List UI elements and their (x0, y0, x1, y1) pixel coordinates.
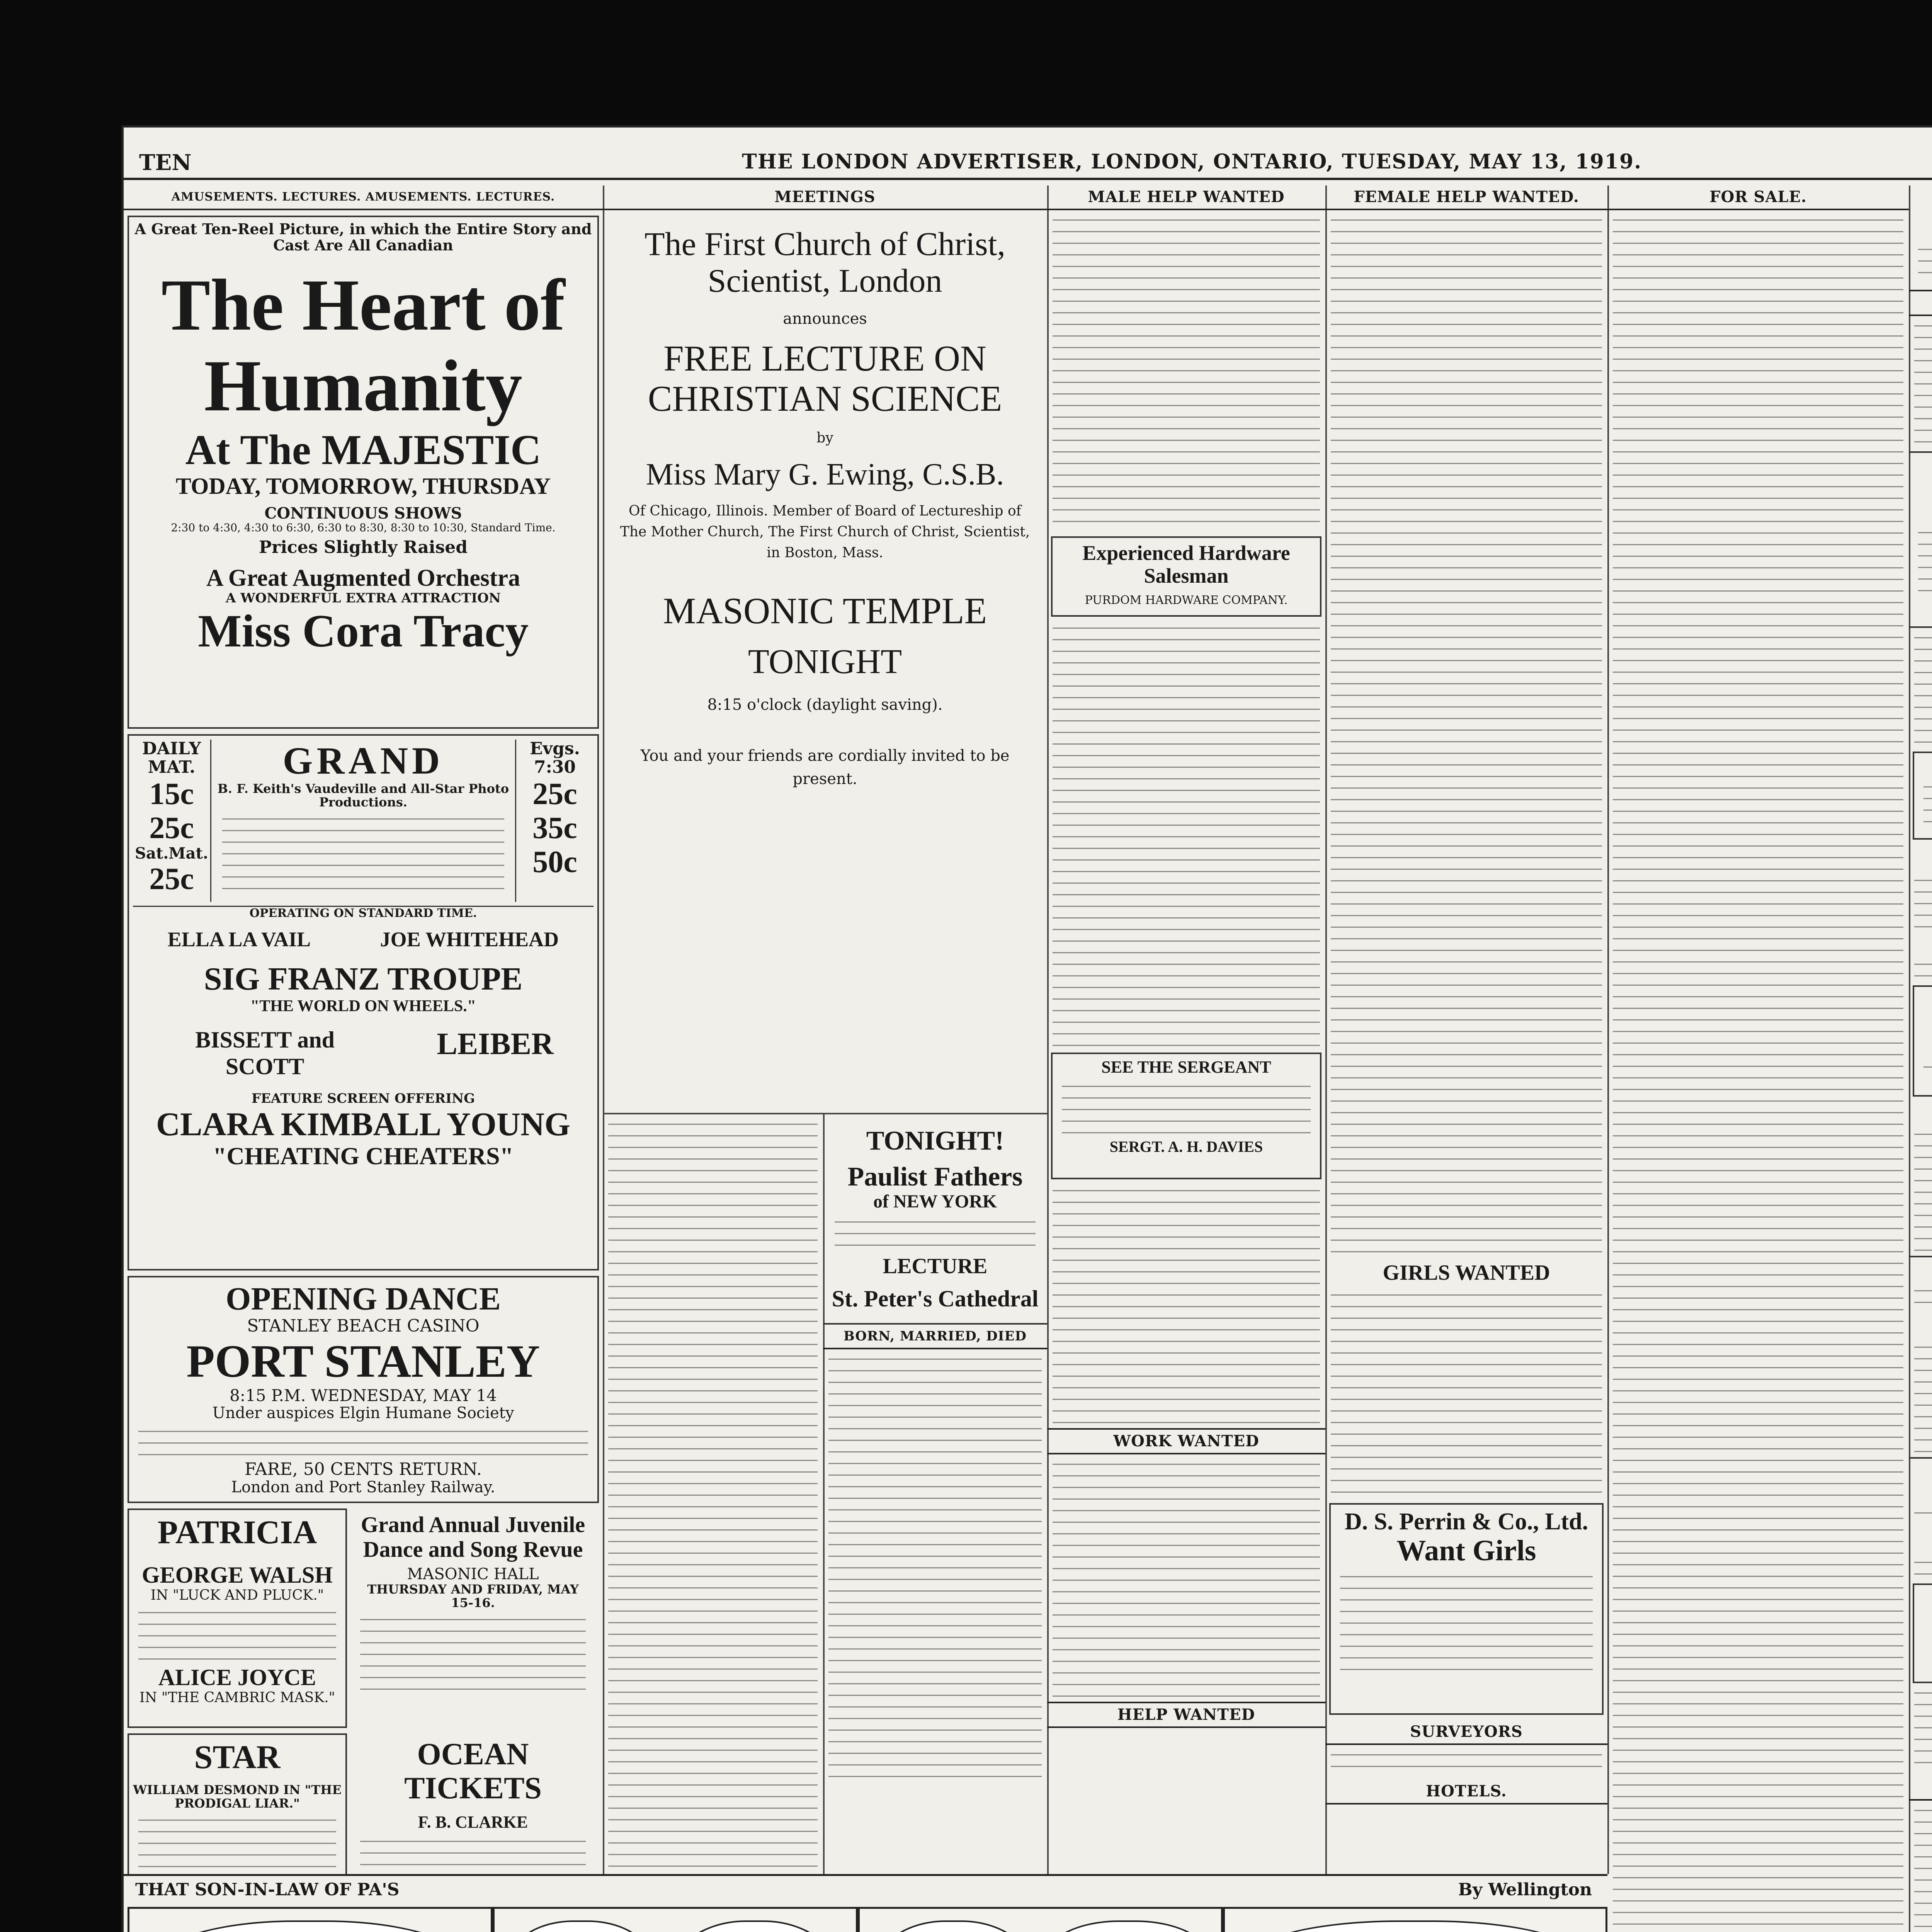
redbird-text (1918, 243, 1932, 282)
redbird-title (1913, 203, 1932, 240)
piano-price (1913, 485, 1932, 523)
date: 8:15 P.M. WEDNESDAY, MAY 14 (230, 1386, 497, 1405)
meetings-column (603, 185, 1049, 1113)
section-heading: HOTELS. (1325, 1780, 1607, 1804)
paulist-ad (823, 1114, 1047, 1325)
ocean-title: OCEAN TICKETS (404, 1737, 542, 1805)
program-text (138, 1814, 336, 1874)
prices: Prices Slightly Raised (259, 537, 468, 558)
stove-text (1923, 1061, 1932, 1077)
column-heading (1909, 290, 1932, 316)
price: 50c (532, 845, 577, 879)
program-text (138, 1607, 336, 1661)
spar-text (1914, 874, 1932, 929)
headline-act: SIG FRANZ TROUPE (204, 961, 523, 997)
hardware-title: Experienced Hardware Salesman (1082, 541, 1290, 588)
keene (1909, 1526, 1932, 1553)
when: TONIGHT (748, 643, 902, 681)
theatre-name: PATRICIA (157, 1514, 317, 1551)
ad-intro: A Great Ten-Reel Picture, in which the Entire Story and Cast Are All Canadian (134, 220, 592, 254)
revue-title: Grand Annual Juvenile Dance and Song Revue (361, 1512, 585, 1562)
drapery-text (1914, 1507, 1932, 1522)
classifieds (1914, 1687, 1932, 1772)
film-star: ALICE JOYCE (158, 1665, 316, 1690)
star-theatre-ad (128, 1733, 347, 1874)
domes-text (1923, 781, 1932, 827)
wood-price (1918, 1623, 1932, 1645)
section-heading: HELP WANTED (1047, 1702, 1325, 1728)
auspices: Under auspices Elgin Humane Society (212, 1404, 514, 1422)
piano-text (1918, 527, 1932, 596)
daily-matinee: DAILY MAT. (142, 739, 201, 777)
speaker: Miss Mary G. Ewing, C.S.B. (646, 457, 1004, 492)
column-heading: AMUSEMENTS. LECTURES. AMUSEMENTS. LECTURES. (124, 185, 603, 210)
tonight: TONIGHT! (866, 1126, 1004, 1156)
location: PORT STANLEY (186, 1335, 540, 1387)
saturday-matinee: Sat.Mat. (135, 844, 208, 862)
sergeant-heading: SEE THE SERGEANT (1101, 1058, 1271, 1077)
comic-panel-1 (128, 1907, 493, 1932)
hardware-ad (1051, 536, 1321, 617)
specialists (835, 1216, 1036, 1251)
speaker-info: Of Chicago, Illinois. Member of Board of Lectureship of The Mother Church, The First Church of Christ, Scientist, in Boston, Mass. (620, 503, 1030, 561)
cathedral: St. Peter's Cathedral (832, 1286, 1039, 1312)
column-heading: MALE HELP WANTED (1047, 185, 1325, 210)
standard-time: OPERATING ON STANDARD TIME. (133, 906, 594, 920)
column-heading: FEMALE HELP WANTED. (1325, 185, 1607, 210)
perrin-wanted: Want Girls (1396, 1534, 1536, 1567)
section-heading: WORK WANTED (1047, 1428, 1325, 1454)
amusements-column (124, 185, 604, 1874)
time: 8:15 o'clock (daylight saving). (707, 696, 943, 714)
church-name: The First Church of Christ, Scientist, London (645, 225, 1005, 299)
perrin-text (1340, 1571, 1593, 1671)
new-york: of NEW YORK (873, 1191, 997, 1212)
venue: At The MAJESTIC (185, 426, 541, 473)
price: 15c (149, 777, 194, 811)
lumber-ad (1909, 1100, 1932, 1252)
masthead (124, 143, 1932, 180)
price: 25c (149, 811, 194, 845)
page-number: TEN (139, 150, 192, 175)
stove-price (1918, 1013, 1932, 1037)
plumbing-ad (1909, 1256, 1932, 1454)
murray (1918, 1037, 1932, 1057)
classifieds (1914, 1804, 1932, 1932)
patricia-ad (128, 1509, 347, 1728)
casino: STANLEY BEACH CASINO (247, 1316, 480, 1336)
piano-dealer (1913, 600, 1932, 622)
invitation: You and your friends are cordially invited to be present. (640, 747, 1010, 788)
man-smoking-illustration (129, 1909, 491, 1932)
orchestra: A Great Augmented Orchestra (206, 565, 520, 591)
masthead-title: THE LONDON ADVERTISER, LONDON, ONTARIO, TUESDAY, MAY 13, 1919. (742, 150, 1642, 173)
by: by (816, 430, 833, 446)
lecture: LECTURE (883, 1254, 988, 1278)
lecture-notice (603, 210, 1047, 806)
female-help-column (1325, 185, 1609, 1874)
price: 25c (149, 862, 194, 896)
piano-title (1913, 457, 1932, 485)
lumber-text (1914, 1128, 1932, 1252)
grand-theatre-ad (128, 734, 599, 1270)
price: 25c (532, 777, 577, 811)
royal (1909, 932, 1932, 954)
stove-title (1918, 991, 1932, 1013)
sergeant-name: SERGT. A. H. DAVIES (1109, 1138, 1263, 1156)
act-subtitle: "THE WORLD ON WHEELS." (250, 997, 476, 1015)
plumbing-title (1909, 1257, 1932, 1281)
show-days: TODAY, TOMORROW, THURSDAY (175, 473, 551, 499)
majestic-ad (128, 216, 599, 729)
venue: MASONIC TEMPLE (663, 590, 987, 631)
sergeant-ad (1051, 1053, 1321, 1179)
redbird-ad (1909, 185, 1932, 290)
film-title: IN "THE CAMBRIC MASK." (139, 1690, 335, 1706)
drapery-title (1909, 1459, 1932, 1503)
perrin-ad (1329, 1503, 1604, 1715)
column-heading: MEETINGS (603, 185, 1047, 210)
ad-title-line1: The Heart of (161, 264, 565, 346)
comic-panel-4 (1223, 1907, 1607, 1932)
theatre-subtitle: B. F. Keith's Vaudeville and All-Star Photo Productions. (217, 781, 509, 810)
spar-title (1909, 844, 1932, 871)
lecture-title: FREE LECTURE ON CHRISTIAN SCIENCE (648, 338, 1002, 419)
theatre-name: GRAND (282, 739, 444, 782)
classifieds (1053, 622, 1320, 1047)
train-details (138, 1425, 588, 1456)
revue-venue: MASONIC HALL (407, 1565, 539, 1583)
shows: CONTINUOUS SHOWS (264, 504, 462, 522)
newspaper-page (124, 128, 1932, 1932)
keene-text (1914, 1556, 1932, 1580)
births-marriages-deaths (828, 1353, 1042, 1778)
comic-panel-2 (493, 1907, 858, 1932)
agent: F. B. CLARKE (418, 1813, 528, 1832)
drapery-ad (1909, 1457, 1932, 1580)
film-title: WILLIAM DESMOND IN "THE PRODIGAL LIAR." (133, 1782, 342, 1811)
featured-star: Miss Cora Tracy (198, 605, 529, 657)
stove-wood-ad (1913, 985, 1932, 1097)
sergeant-text (1062, 1080, 1311, 1134)
juvenile-revue-ad (347, 1509, 599, 1728)
wood-ad (1913, 1583, 1932, 1683)
feature-label: FEATURE SCREEN OFFERING (251, 1090, 475, 1106)
male-help-column (1047, 185, 1327, 1874)
notice-text (608, 1118, 818, 1876)
lumber-title (1909, 1100, 1932, 1124)
hunt (1909, 1312, 1932, 1337)
schedule-text (222, 813, 504, 898)
section-heading: BORN, MARRIED, DIED (823, 1325, 1047, 1349)
domes-title (1918, 757, 1932, 777)
comic-panel-3 (858, 1907, 1223, 1932)
wood-title (1918, 1589, 1932, 1623)
hardware-company: PURDOM HARDWARE COMPANY. (1085, 593, 1288, 607)
show-times: 2:30 to 4:30, 4:30 to 6:30, 6:30 to 8:30, 8:30 to 10:30, Standard Time. (171, 521, 556, 534)
woman-with-records-illustration (1225, 1909, 1605, 1932)
theatre-name: STAR (194, 1738, 281, 1776)
classifieds (1053, 1458, 1320, 1698)
piano-ad (1909, 451, 1932, 628)
ocean-tickets-ad (347, 1733, 599, 1874)
act-name: ELLA LA VAIL (167, 928, 311, 951)
classifieds (1331, 1749, 1602, 1776)
royal-text (1914, 958, 1932, 981)
meeting-notices (603, 1113, 825, 1876)
classifieds (1053, 1185, 1320, 1424)
revue-dates: THURSDAY AND FRIDAY, MAY 15-16. (367, 1582, 579, 1610)
comic-byline: By Wellington (1458, 1880, 1592, 1900)
classifieds (1331, 1289, 1602, 1498)
anderson (1918, 1645, 1932, 1667)
extra-attraction: A WONDERFUL EXTRA ATTRACTION (226, 590, 501, 606)
spar-ad (1909, 844, 1932, 982)
ocean-details (360, 1835, 586, 1874)
act-name: JOE WHITEHEAD (380, 928, 559, 951)
film-title: IN "LUCK AND PLUCK." (150, 1587, 324, 1603)
dance-title: OPENING DANCE (226, 1281, 501, 1317)
redbird-intro (1913, 189, 1932, 203)
woman-and-phonograph-illustration (860, 1909, 1221, 1932)
comic-strip (124, 1874, 1607, 1932)
section-heading: SURVEYORS (1325, 1720, 1607, 1745)
plumbing-details (1914, 1341, 1932, 1453)
paulist-column (823, 1113, 1049, 1876)
plumbing-text (1914, 1285, 1932, 1308)
feature-film: "CHEATING CHEATERS" (213, 1142, 514, 1170)
for-sale-column (1607, 185, 1910, 1932)
announces: announces (783, 310, 867, 328)
fare: FARE, 50 CENTS RETURN. (245, 1459, 482, 1479)
railway: London and Port Stanley Railway. (231, 1478, 495, 1497)
domes-ad (1913, 752, 1932, 840)
act-name: BISSETT and SCOTT (195, 1027, 335, 1079)
classifieds (1613, 214, 1903, 1932)
girls-wanted (1325, 1261, 1607, 1285)
paulist: Paulist Fathers (847, 1162, 1023, 1192)
classifieds (1053, 214, 1320, 531)
girls-heading: GIRLS WANTED (1383, 1261, 1550, 1285)
feature-star: CLARA KIMBALL YOUNG (156, 1105, 570, 1143)
classifieds (1914, 632, 1932, 748)
perrin-name: D. S. Perrin & Co., Ltd. (1344, 1508, 1588, 1535)
film-star: GEORGE WALSH (141, 1562, 333, 1588)
evenings: Evgs. 7:30 (530, 739, 580, 777)
price: 35c (532, 811, 577, 845)
man-on-phone-illustration (495, 1909, 856, 1932)
revue-details (360, 1614, 586, 1691)
dance-ad (128, 1276, 599, 1503)
comic-title: THAT SON-IN-LAW OF PA'S (135, 1880, 400, 1900)
column-heading: FOR SALE. (1607, 185, 1909, 210)
classifieds (1331, 214, 1602, 1257)
articles-column (1909, 185, 1932, 1932)
ad-title-line2: Humanity (204, 345, 522, 427)
act-name: LEIBER (437, 1027, 554, 1061)
classifieds (1914, 320, 1932, 447)
section-heading (1909, 1776, 1932, 1801)
